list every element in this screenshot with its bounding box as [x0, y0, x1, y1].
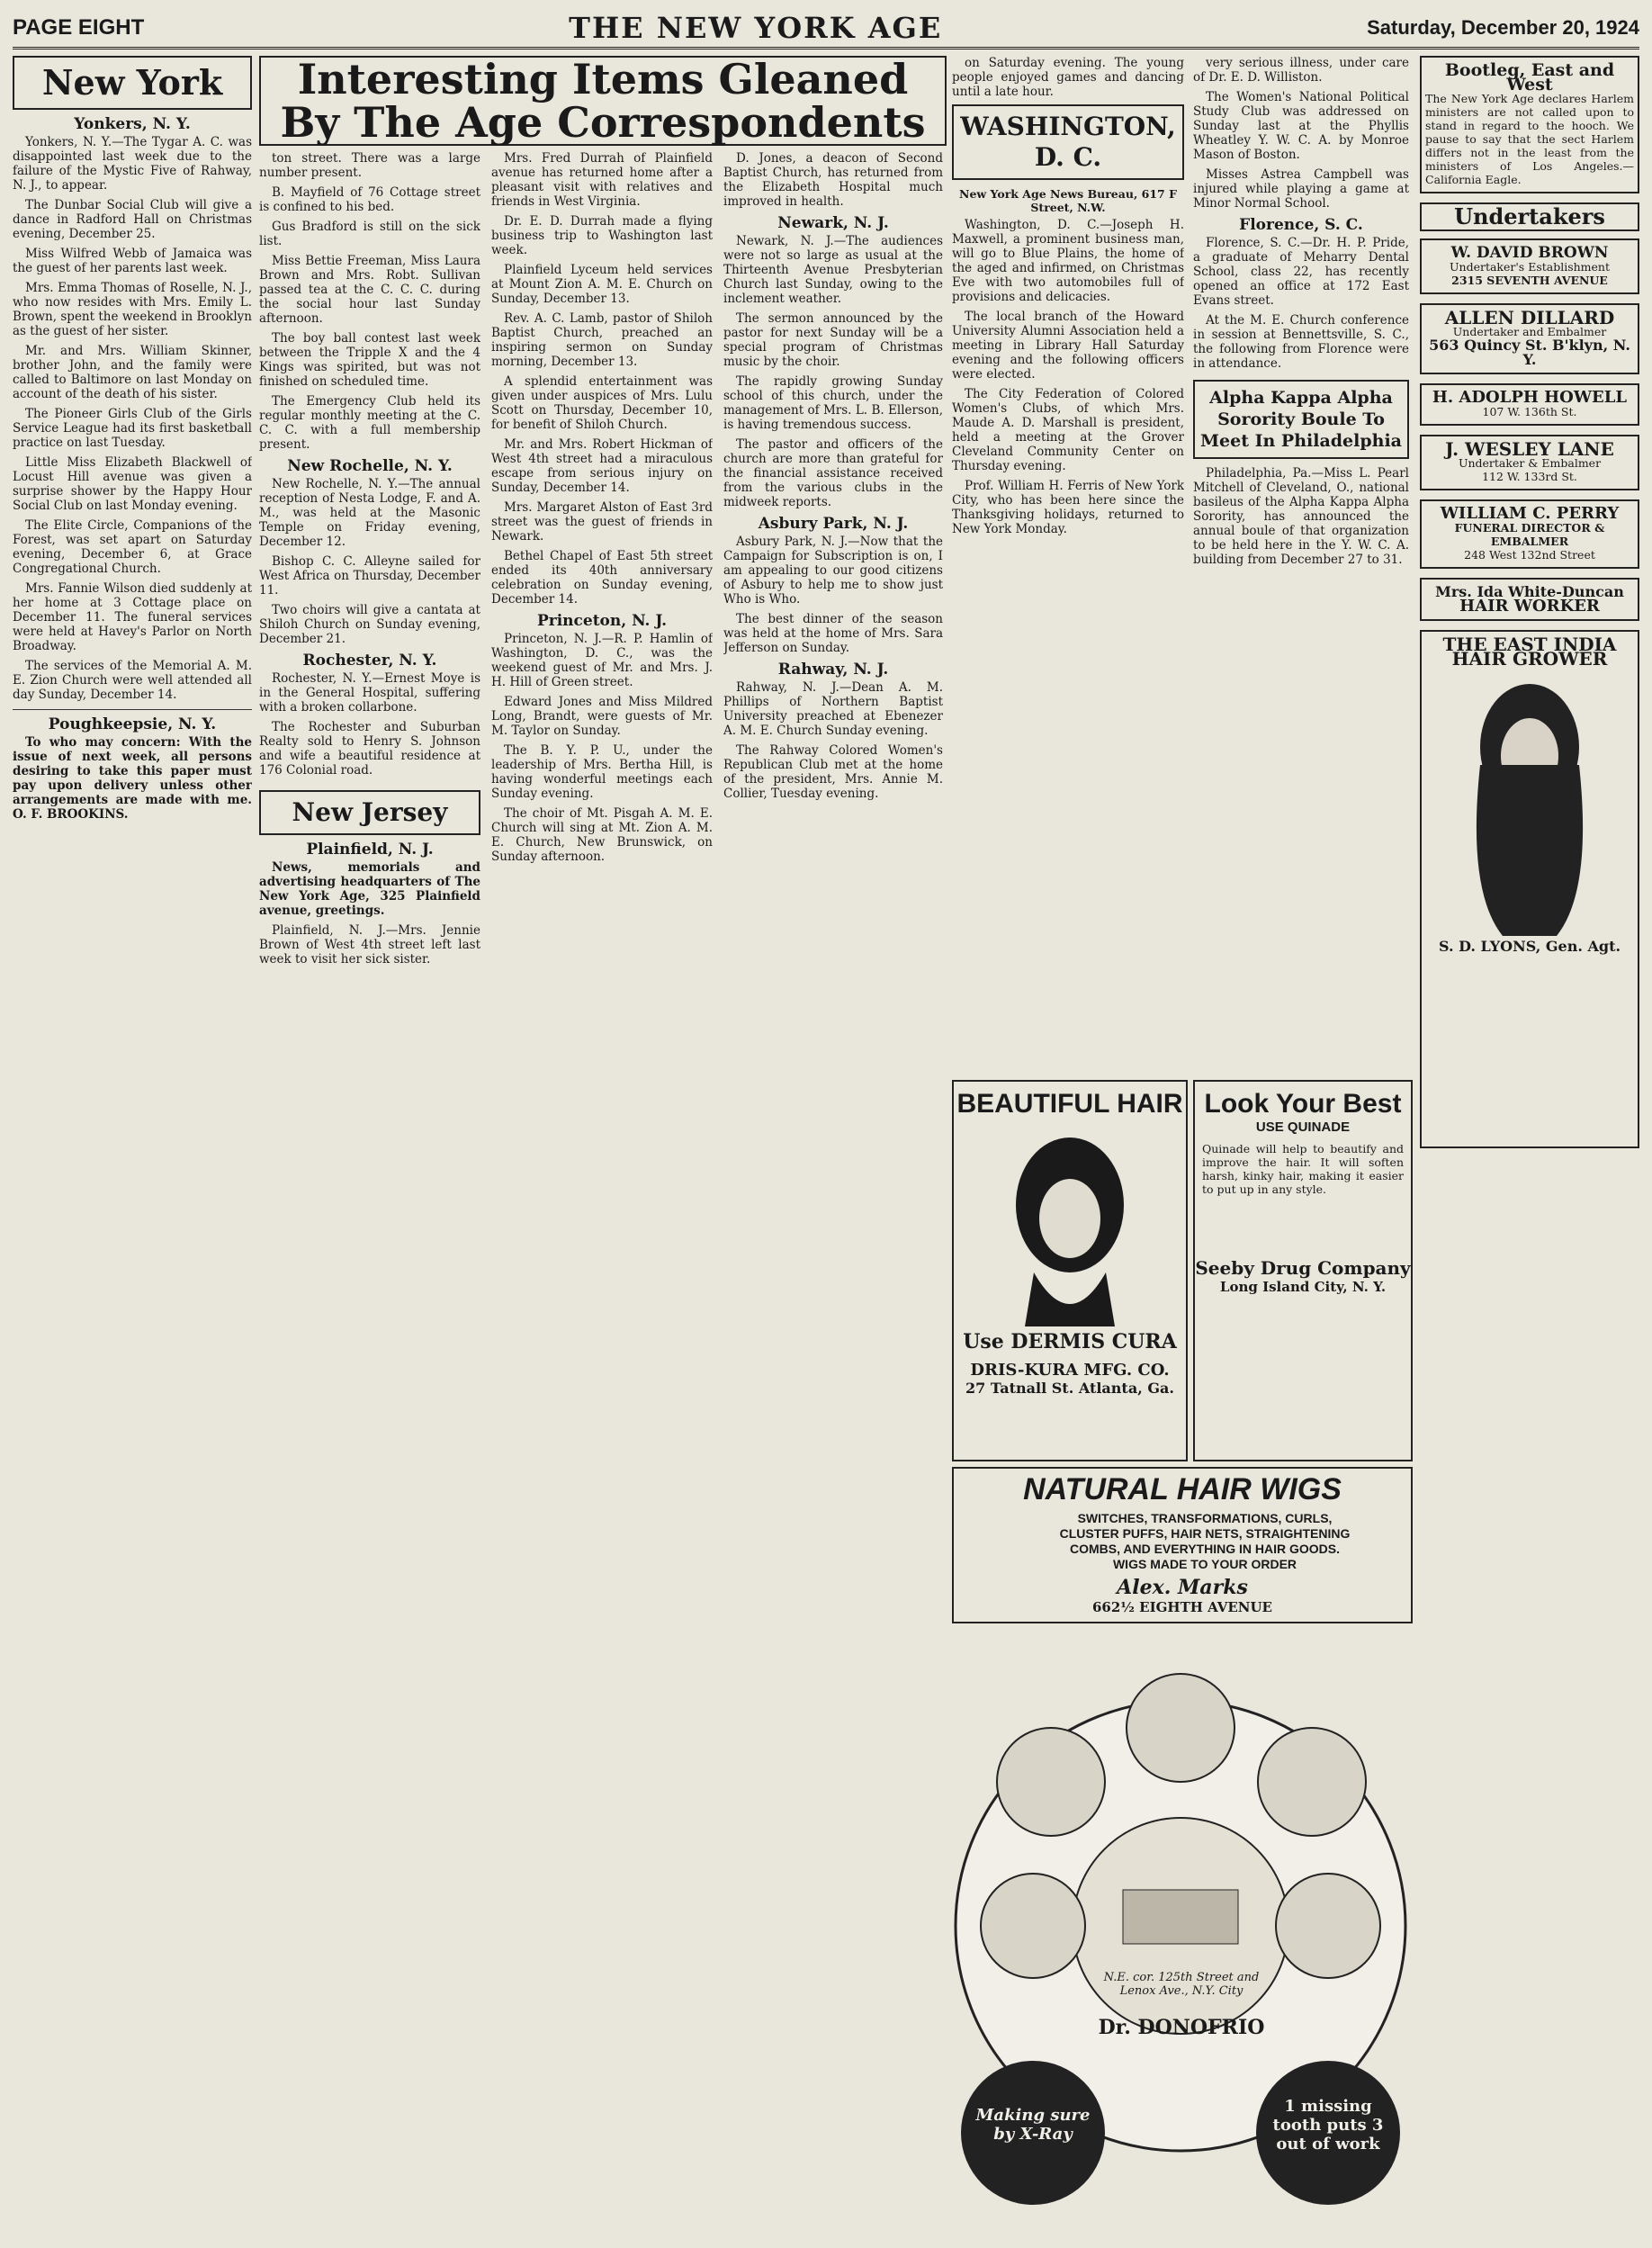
ad-address: 2315 SEVENTH AVENUE: [1451, 274, 1608, 287]
ad-allen-dillard: [1420, 303, 1639, 374]
ad-title: NATURAL HAIR WIGS: [1023, 1472, 1342, 1506]
page-number: PAGE EIGHT: [13, 15, 145, 40]
ad-product: Use DERMIS CURA: [963, 1330, 1177, 1353]
article-paragraph: Washington, D. C.—Joseph H. Maxwell, a prominent business man, will go to Blue Plains, the home of the aged and infirmed, on Christmas Eve with two automobiles full of provisions and delicacies.: [952, 218, 1184, 304]
ad-h-adolph-howell: [1420, 383, 1639, 426]
section-heading-new-york: New York: [13, 56, 252, 110]
article-paragraph: Plainfield, N. J.—Mrs. Jennie Brown of West 4th street left last week to visit her sick sister.: [259, 923, 480, 967]
article-paragraph: ton street. There was a large number present.: [259, 151, 480, 180]
article-paragraph: The Pioneer Girls Club of the Girls Service League had its first basketball practice on last Tuesday.: [13, 407, 252, 450]
ad-text: SWITCHES, TRANSFORMATIONS, CURLS, CLUSTER PUFFS, HAIR NETS, STRAIGHTENING COMBS, AND EVERYTHING IN HAIR GOODS. WIGS MADE TO YOUR ORDER: [1059, 1511, 1351, 1571]
ad-east-india-hair-grower: [1420, 630, 1639, 1148]
column-4: [723, 151, 943, 2221]
ad-line: Undertaker & Embalmer: [1458, 456, 1602, 470]
article-paragraph: The choir of Mt. Pisgah A. M. E. Church will sing at Mt. Zion A. M. E. Church, New Brunswick, on Sunday afternoon.: [491, 806, 713, 864]
ad-address: 662½ EIGHTH AVENUE: [1091, 1599, 1272, 1615]
ad-company: Seeby Drug Company: [1195, 1257, 1411, 1279]
article-paragraph: The Rochester and Suburban Realty sold to Henry S. Johnson and wife a beautiful residence at 176 Colonial road.: [259, 720, 480, 778]
ad-company: DRIS-KURA MFG. CO.: [970, 1361, 1170, 1380]
ad-product: USE QUINADE: [1255, 1120, 1351, 1135]
article-paragraph: Little Miss Elizabeth Blackwell of Locust Hill avenue was given a surprise shower by the Happy Hour Social Club on last Monday evening.: [13, 455, 252, 513]
article-paragraph: At the M. E. Church conference in session at Bennettsville, S. C., the following from Florence were in attendance.: [1193, 313, 1409, 371]
ad-company: Alex. Marks: [1117, 1576, 1248, 1599]
subheading-princeton: Princeton, N. J.: [536, 612, 668, 630]
article-paragraph: New Rochelle, N. Y.—The annual reception of Nesta Lodge, F. and A. M., was held at the Masonic Temple on Friday evening, December 12.: [259, 477, 480, 549]
article-paragraph: Mrs. Emma Thomas of Roselle, N. J., who now resides with Mrs. Emily L. Brown, spent the weekend in Brooklyn as the guest of her sister.: [13, 281, 252, 338]
issue-date: Saturday, December 20, 1924: [1367, 16, 1639, 39]
ad-address: N.E. cor. 125th Street and Lenox Ave., N.Y. City: [1103, 1971, 1260, 1998]
subheading-new-rochelle: New Rochelle, N. Y.: [287, 457, 453, 475]
article-paragraph: Yonkers, N. Y.—The Tygar A. C. was disappointed last week due to the failure of the Mystic Five of Rahway, N. J., to appear.: [13, 135, 252, 193]
banner-headline: [259, 56, 947, 146]
article-paragraph: Dr. E. D. Durrah made a flying business trip to Washington last week.: [491, 214, 713, 257]
article-paragraph: Mrs. Fred Durrah of Plainfield avenue has returned home after a pleasant visit with relatives and friends in West Virginia.: [491, 151, 713, 209]
ad-line: FUNERAL DIRECTOR & EMBALMER: [1454, 521, 1605, 548]
article-paragraph: To who may concern: With the issue of next week, all persons desiring to take this paper must pay upon delivery unless other arrangements are made with me. O. F. BROOKINS.: [13, 735, 252, 822]
editorial-text: The New York Age declares Harlem ministers are not called upon to stand in regard to the hooch. We pause to say that the sect Harlem differs not in the least from the ministers of Los Angeles.—California Eagle.: [1425, 92, 1634, 186]
ad-address: 27 Tatnall St. Atlanta, Ga.: [965, 1380, 1174, 1397]
ad-line: Undertaker's Establishment: [1449, 260, 1610, 274]
column-2: [259, 151, 480, 2221]
subheading-yonkers: Yonkers, N. Y.: [74, 115, 191, 133]
article-paragraph: D. Jones, a deacon of Second Baptist Church, has returned from the Elizabeth Hospital much improved in health.: [723, 151, 943, 209]
article-paragraph: The local branch of the Howard University Alumni Association held a meeting in Library Hall Saturday evening and the following officers were elected.: [952, 310, 1184, 382]
article-paragraph: on Saturday evening. The young people enjoyed games and dancing until a late hour.: [952, 56, 1184, 99]
headline-alpha-kappa-alpha: Alpha Kappa Alpha Sorority Boule To Meet In Philadelphia: [1193, 380, 1409, 459]
ad-name: Mrs. Ida White-Duncan: [1435, 583, 1624, 600]
article-paragraph: The services of the Memorial A. M. E. Zion Church were well attended all day Sunday, December 14.: [13, 659, 252, 702]
section-heading-undertakers: Undertakers: [1420, 202, 1639, 231]
subheading-newark: Newark, N. J.: [777, 214, 889, 232]
ad-address: Long Island City, N. Y.: [1219, 1279, 1387, 1295]
ad-slogan: 1 missing tooth puts 3 out of work: [1272, 2097, 1384, 2154]
banner-line-1: Interesting Items Gleaned: [297, 55, 909, 103]
article-paragraph: Asbury Park, N. J.—Now that the Campaign for Subscription is on, I am appealing to our good citizens of Asbury to help me to show just Who is Who.: [723, 535, 943, 607]
ad-ida-white-duncan: [1420, 578, 1639, 621]
article-paragraph: Two choirs will give a cantata at Shiloh Church on Sunday evening, December 21.: [259, 603, 480, 646]
subheading-rahway: Rahway, N. J.: [777, 661, 889, 679]
ad-name: WILLIAM C. PERRY: [1440, 504, 1620, 523]
article-paragraph: Edward Jones and Miss Mildred Long, Brandt, were guests of Mr. M. Taylor on Sunday.: [491, 695, 713, 738]
ad-address: 248 West 132nd Street: [1464, 548, 1595, 562]
woman-portrait-illustration: [1440, 666, 1620, 936]
article-paragraph: Miss Wilfred Webb of Jamaica was the guest of her parents last week.: [13, 247, 252, 275]
article-paragraph: The sermon announced by the pastor for next Sunday will be a special program of Christmas music by the choir.: [723, 311, 943, 369]
article-paragraph: The Rahway Colored Women's Republican Club met at the home of the president, Mrs. Annie M. Collier, Tuesday evening.: [723, 743, 943, 801]
ad-agent: S. D. LYONS, Gen. Agt.: [1438, 938, 1621, 955]
article-paragraph: Princeton, N. J.—R. P. Hamlin of Washington, D. C., was the weekend guest of Mr. and Mrs. J. H. Hill of Green street.: [491, 632, 713, 689]
editorial-box: [1420, 56, 1639, 193]
article-paragraph: Florence, S. C.—Dr. H. P. Pride, a graduate of Meharry Dental School, class 22, has recently opened an office at 172 East Evans street.: [1193, 236, 1409, 308]
subheading-plainfield: Plainfield, N. J.: [306, 841, 434, 859]
section-heading-washington: WASHINGTON, D. C.: [952, 104, 1184, 180]
ad-j-wesley-lane: [1420, 435, 1639, 490]
column-1: [13, 56, 252, 2234]
article-paragraph: Rev. A. C. Lamb, pastor of Shiloh Baptist Church, preached an inspiring sermon on Sunday morning, December 13.: [491, 311, 713, 369]
subheading-rochester: Rochester, N. Y.: [302, 652, 437, 670]
article-paragraph: The boy ball contest last week between the Tripple X and the 4 Kings was spirited, but was not finished on scheduled time.: [259, 331, 480, 389]
ad-name: ALLEN DILLARD: [1444, 307, 1615, 328]
article-paragraph: Plainfield Lyceum held services at Mount Zion A. M. E. Church on Sunday, December 13.: [491, 263, 713, 306]
article-paragraph: very serious illness, under care of Dr. E. D. Williston.: [1193, 56, 1409, 85]
article-paragraph: Miss Bettie Freeman, Miss Laura Brown and Mrs. Robt. Sullivan passed tea at the C. C. C. during the social hour last Sunday afternoon.: [259, 254, 480, 326]
article-paragraph: Rahway, N. J.—Dean A. M. Phillips of Northern Baptist University preached at Ebenezer A. M. E. Church Sunday evening.: [723, 680, 943, 738]
newspaper-name: THE NEW YORK AGE: [569, 11, 943, 45]
subheading-poughkeepsie: Poughkeepsie, N. Y.: [48, 715, 217, 733]
ad-title: THE EAST INDIA HAIR GROWER: [1442, 634, 1617, 670]
article-paragraph: Philadelphia, Pa.—Miss L. Pearl Mitchell of Cleveland, O., national basileus of the Alpha Kappa Alpha Sorority, has announced the annual boule of that organization to be held here in the Y. W. C. A. building from December 27 to 31.: [1193, 466, 1409, 567]
article-paragraph: B. Mayfield of 76 Cottage street is confined to his bed.: [259, 185, 480, 214]
editorial-title: Bootleg, East and West: [1444, 60, 1615, 94]
ad-title: BEAUTIFUL HAIR: [956, 1089, 1183, 1119]
article-paragraph: The Women's National Political Study Club was addressed on Sunday last at the Phyllis Wheatley Y. W. C. A. by Monroe Mason of Boston.: [1193, 90, 1409, 162]
article-paragraph: The rapidly growing Sunday school of this church, under the management of Mrs. L. B. Ellerson, is having tremendous success.: [723, 374, 943, 432]
ad-address: 107 W. 136th St.: [1482, 405, 1577, 418]
article-paragraph: Gus Bradford is still on the sick list.: [259, 220, 480, 248]
article-paragraph: Rochester, N. Y.—Ernest Moye is in the General Hospital, suffering with a broken collarbone.: [259, 671, 480, 715]
news-bureau-byline: New York Age News Bureau, 617 F Street, N.W.: [959, 187, 1177, 214]
ad-title: Look Your Best: [1204, 1089, 1402, 1119]
ad-address: 112 W. 133rd St.: [1482, 470, 1577, 483]
woman-portrait-illustration: [980, 1120, 1160, 1326]
column-3: [491, 151, 713, 2221]
article-paragraph: The City Federation of Colored Women's Clubs, of which Mrs. Maude A. D. Marshall is president, held a meeting at the Grover Cleveland Community Center on Thursday evening.: [952, 387, 1184, 473]
ad-dr-donofrio: [952, 1629, 1409, 2223]
ad-natural-hair-wigs: [952, 1467, 1413, 1623]
ad-line: Undertaker and Embalmer: [1452, 325, 1607, 338]
article-paragraph: The Elite Circle, Companions of the Forest, was set apart on Saturday evening, December 6, at Grace Congregational Church.: [13, 518, 252, 576]
ad-address: 563 Quincy St. B'klyn, N. Y.: [1429, 337, 1630, 368]
article-paragraph: News, memorials and advertising headquarters of The New York Age, 325 Plainfield avenue, greetings.: [259, 860, 480, 918]
article-paragraph: A splendid entertainment was given under auspices of Mrs. Lulu Scott on Thursday, December 10, for benefit of Shiloh Church.: [491, 374, 713, 432]
article-paragraph: Prof. William H. Ferris of New York City, who has been here since the Thanksgiving holidays, returned to New York Monday.: [952, 479, 1184, 536]
article-paragraph: Misses Astrea Campbell was injured while playing a game at Minor Normal School.: [1193, 167, 1409, 211]
section-heading-new-jersey: New Jersey: [259, 790, 480, 835]
article-paragraph: The Emergency Club held its regular monthly meeting at the C. C. C. with a full membership present.: [259, 394, 480, 452]
ad-william-c-perry: [1420, 499, 1639, 569]
article-paragraph: Mr. and Mrs. William Skinner, brother John, and the family were called to Baltimore on last Monday on account of the death of his sister.: [13, 344, 252, 401]
subheading-asbury-park: Asbury Park, N. J.: [758, 515, 909, 533]
article-paragraph: The B. Y. P. U., under the leadership of Mrs. Bertha Hill, is having wonderful meetings each Sunday evening.: [491, 743, 713, 801]
masthead: [13, 9, 1639, 49]
ad-company: Dr. DONOFRIO: [1098, 2016, 1265, 2039]
column-rule: [13, 709, 252, 710]
ad-beautiful-hair: [952, 1080, 1188, 1461]
article-paragraph: Mr. and Mrs. Robert Hickman of West 4th street had a miraculous escape from serious injury on Sunday, December 14.: [491, 437, 713, 495]
article-paragraph: The pastor and officers of the church are more than grateful for the financial assistance received from the various clubs in the midweek reports.: [723, 437, 943, 509]
ad-tagline: Making sure by X-Ray: [975, 2106, 1091, 2144]
ad-name: J. WESLEY LANE: [1445, 438, 1614, 460]
article-paragraph: The Dunbar Social Club will give a dance in Radford Hall on Christmas evening, December 25.: [13, 198, 252, 241]
ad-name: H. ADOLPH HOWELL: [1432, 388, 1628, 407]
subheading-florence: Florence, S. C.: [1239, 216, 1363, 234]
article-paragraph: Bethel Chapel of East 5th street ended its 40th anniversary celebration on Sunday evening, December 14.: [491, 549, 713, 607]
article-paragraph: The best dinner of the season was held at the home of Mrs. Sara Jefferson on Sunday.: [723, 612, 943, 655]
ad-name: W. DAVID BROWN: [1450, 244, 1609, 262]
ad-line: HAIR WORKER: [1459, 597, 1600, 616]
column-6: [1193, 56, 1409, 1073]
article-paragraph: Mrs. Margaret Alston of East 3rd street was the guest of friends in Newark.: [491, 500, 713, 544]
article-paragraph: Newark, N. J.—The audiences were not so large as usual at the Thirteenth Avenue Presbyterian Church last Sunday, owing to the inclement weather.: [723, 234, 943, 306]
banner-line-2: By The Age Correspondents: [280, 98, 926, 147]
article-paragraph: Bishop C. C. Alleyne sailed for West Africa on Thursday, December 11.: [259, 554, 480, 598]
ad-w-david-brown: [1420, 238, 1639, 294]
column-7: [1420, 56, 1639, 2216]
column-5: [952, 56, 1184, 1073]
ad-quinade: [1193, 1080, 1413, 1461]
ad-text: Quinade will help to beautify and improve the hair. It will soften harsh, kinky hair, making it easier to put up in any style.: [1202, 1142, 1404, 1196]
article-paragraph: Mrs. Fannie Wilson died suddenly at her home at 3 Cottage place on December 11. The funeral services were held at Havey's Parlor on North Broadway.: [13, 581, 252, 653]
